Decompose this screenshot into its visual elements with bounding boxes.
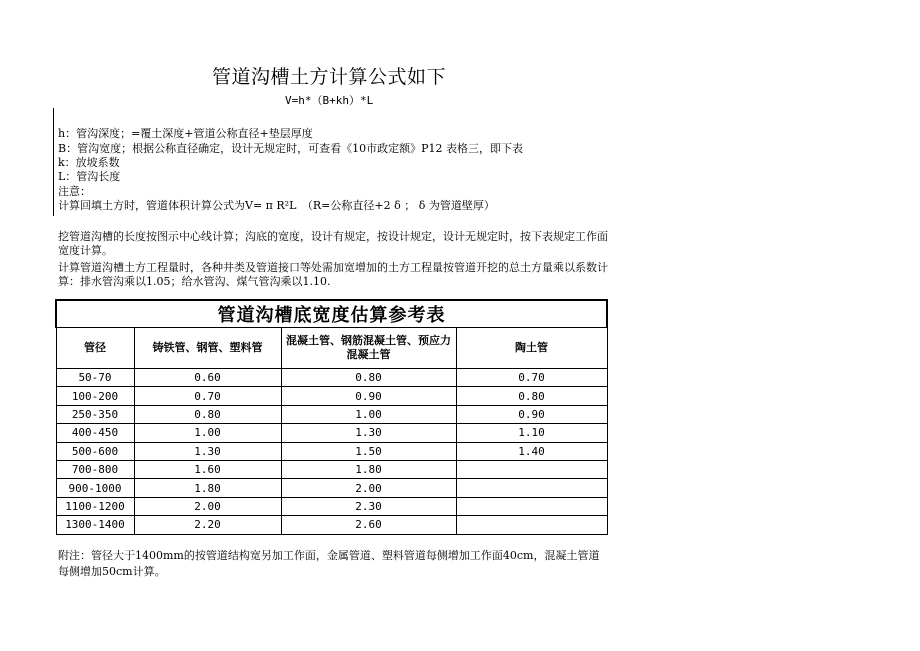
table-row [56,497,607,515]
definition-k: k：放坡系数 [58,156,120,169]
table-cell: 700-800 [56,460,134,478]
table-cell: 1.40 [456,442,607,460]
header-clay: 陶土管 [456,328,607,369]
backfill-formula: 计算回填土方时，管道体积计算公式为V= π R²L （R=公称直径+2 δ ； δ 为管道壁厚） [58,199,495,212]
paragraph-earthwork: 计算管道沟槽土方工程量时，各种井类及管道接口等处需加宽增加的土方工程量按管道开挖的总土方量乘以系数计算：排水管沟乘以1.05；给水管沟、煤气管沟乘以1.10. [58,261,608,288]
header-iron-steel-plastic: 铸铁管、钢管、塑料管 [134,328,281,369]
table-row [56,405,607,423]
paragraph-trench-length: 挖管道沟槽的长度按图示中心线计算；沟底的宽度，设计有规定，按设计规定，设计无规定时，按下表规定工作面宽度计算。 [58,230,608,257]
table-cell: 2.00 [281,479,456,497]
table-cell: 1300-1400 [56,516,134,534]
table-row [56,387,607,405]
table-cell: 900-1000 [56,479,134,497]
table-cell: 1.50 [281,442,456,460]
header-diameter: 管径 [56,328,134,369]
definition-b: B：管沟宽度；根据公称直径确定，设计无规定时，可查看《10市政定额》P12 表格三，即下表 [58,142,523,155]
table-cell [456,497,607,515]
table-cell: 100-200 [56,387,134,405]
table-cell: 1.10 [456,424,607,442]
table-cell: 50-70 [56,369,134,387]
table-row [56,516,607,534]
table-cell: 0.70 [456,369,607,387]
table-cell: 1.80 [281,460,456,478]
table-cell [456,460,607,478]
table-cell: 0.90 [281,387,456,405]
table-cell: 250-350 [56,405,134,423]
table-cell: 1.80 [134,479,281,497]
table-row [56,424,607,442]
table-cell: 1.00 [281,405,456,423]
table-cell: 1100-1200 [56,497,134,515]
reference-table [55,299,608,535]
table-cell: 0.80 [456,387,607,405]
definition-h: h：管沟深度；=覆土深度+管道公称直径+垫层厚度 [58,127,313,140]
table-cell: 0.70 [134,387,281,405]
header-concrete: 混凝土管、钢筋混凝土管、预应力混凝土管 [281,328,456,369]
table-caption: 管道沟槽底宽度估算参考表 [56,300,607,328]
table-cell: 2.60 [281,516,456,534]
table-cell: 1.30 [134,442,281,460]
table-cell: 0.60 [134,369,281,387]
table-cell: 1.30 [281,424,456,442]
footnote: 附注：管径大于1400mm的按管道结构宽另加工作面，金属管道、塑料管道每侧增加工作面40cm，混凝土管道每侧增加50cm计算。 [58,549,600,578]
table-row [56,479,607,497]
table-cell: 0.90 [456,405,607,423]
definitions-border [53,108,54,216]
table-cell [456,516,607,534]
table-cell: 400-450 [56,424,134,442]
table-row [56,369,607,387]
attention-label: 注意： [58,185,91,198]
table-cell: 0.80 [134,405,281,423]
table-cell: 0.80 [281,369,456,387]
table-cell: 2.30 [281,497,456,515]
table-cell [456,479,607,497]
table-cell: 500-600 [56,442,134,460]
formula: V=h*（B+kh）*L [285,94,374,107]
table-row [56,442,607,460]
table-row [56,460,607,478]
definition-l: L：管沟长度 [58,170,121,183]
table-cell: 2.00 [134,497,281,515]
table-cell: 1.00 [134,424,281,442]
page-title: 管道沟槽土方计算公式如下 [212,66,447,88]
table-cell: 1.60 [134,460,281,478]
table-cell: 2.20 [134,516,281,534]
